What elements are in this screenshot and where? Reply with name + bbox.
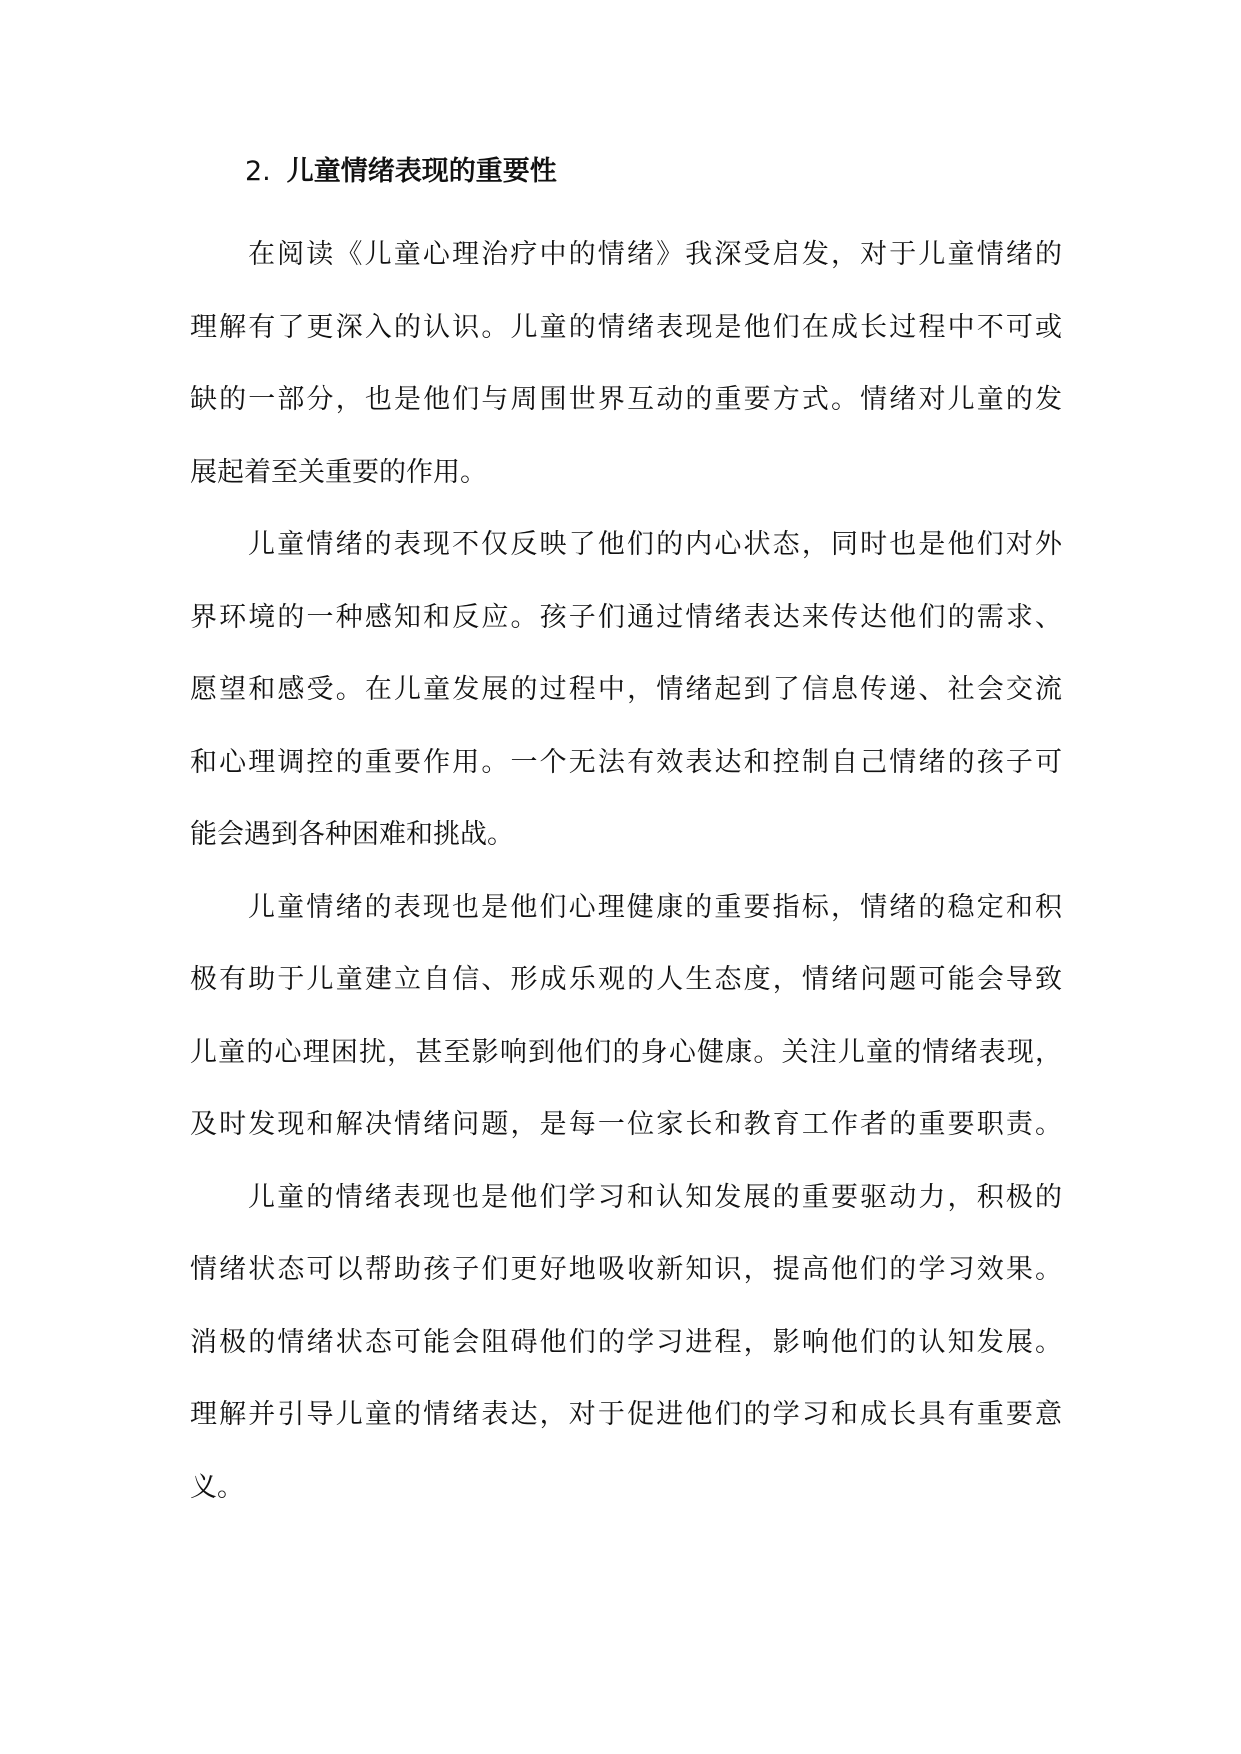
paragraph-2 xyxy=(190,509,1062,872)
section-heading xyxy=(190,148,1062,196)
section-title: 儿童情绪表现的重要性 xyxy=(286,156,557,187)
body-text xyxy=(190,219,1062,1524)
text-line: 愿望和感受。在儿童发展的过程中，情绪起到了信息传递、社会交流 xyxy=(190,674,1062,705)
paragraph-1 xyxy=(190,219,1062,509)
text-line: 在阅读《儿童心理治疗中的情绪》我深受启发，对于儿童情绪的 xyxy=(248,239,1062,270)
document-content xyxy=(190,148,1062,1524)
section-number: 2. xyxy=(245,156,271,187)
text-line: 能会遇到各种困难和挑战。 xyxy=(190,819,514,850)
text-line: 展起着至关重要的作用。 xyxy=(190,456,487,488)
text-line: 缺的一部分，也是他们与周围世界互动的重要方式。情绪对儿童的发 xyxy=(190,384,1062,415)
paragraph-4 xyxy=(190,1162,1062,1525)
paragraph-3 xyxy=(190,872,1062,1162)
text-line: 儿童的情绪表现也是他们学习和认知发展的重要驱动力，积极的 xyxy=(248,1181,1062,1213)
text-line: 极有助于儿童建立自信、形成乐观的人生态度，情绪问题可能会导致 xyxy=(190,964,1062,995)
text-line: 及时发现和解决情绪问题，是每一位家长和教育工作者的重要职责。 xyxy=(190,1109,1062,1140)
text-line: 理解有了更深入的认识。儿童的情绪表现是他们在成长过程中不可或 xyxy=(190,311,1062,343)
text-line: 界环境的一种感知和反应。孩子们通过情绪表达来传达他们的需求、 xyxy=(190,601,1062,633)
text-line: 理解并引导儿童的情绪表达，对于促进他们的学习和成长具有重要意 xyxy=(190,1399,1062,1430)
text-line: 儿童的心理困扰，甚至影响到他们的身心健康。关注儿童的情绪表现， xyxy=(190,1036,1062,1068)
text-line: 义。 xyxy=(190,1471,244,1503)
text-line: 情绪状态可以帮助孩子们更好地吸收新知识，提高他们的学习效果。 xyxy=(190,1254,1062,1285)
text-line: 消极的情绪状态可能会阻碍他们的学习进程，影响他们的认知发展。 xyxy=(190,1326,1062,1358)
text-line: 儿童情绪的表现也是他们心理健康的重要指标，情绪的稳定和积 xyxy=(248,891,1062,923)
text-line: 和心理调控的重要作用。一个无法有效表达和控制自己情绪的孩子可 xyxy=(190,746,1062,778)
text-line: 儿童情绪的表现不仅反映了他们的内心状态，同时也是他们对外 xyxy=(248,529,1062,560)
